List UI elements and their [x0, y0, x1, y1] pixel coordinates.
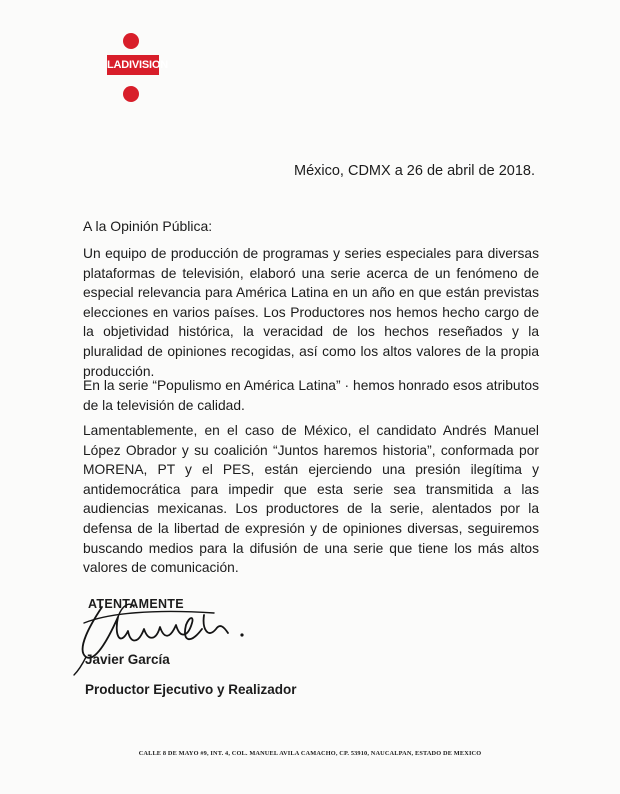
letter-paragraph-1: Un equipo de producción de programas y series especiales para diversas plataformas de televisión, elaboró una serie acerca de un fenómeno de especial relevancia para América Latina en un año en que están previstas elecciones en varios países. Los Productores nos hemos hecho cargo de la objetividad histórica, la veracidad de los hechos reseñados y la pluralidad de opiniones recogidas, así como los altos valores de la propia producción. [83, 246, 539, 379]
footer-address: CALLE 8 DE MAYO #9, INT. 4, COL. MANUEL AVILA CAMACHO, CP. 53910, NAUCALPAN, ESTADO DE MEXICO [138, 750, 482, 757]
brand-logo [107, 33, 168, 103]
letter-closing: ATENTAMENTE [88, 597, 184, 611]
letter-paragraph-3: Lamentablemente, en el caso de México, el candidato Andrés Manuel López Obrador y su coalición “Juntos haremos historia”, conformada por MORENA, PT y el PES, están ejerciendo una presión ilegítima y antidemocrática para impedir que esta serie sea transmitida a las audiencias mexicanas. Los productores de la serie, alentados por la defensa de la libertad de expresión y de opiniones diversas, seguiremos buscando medios para la difusión de una serie que tiene los más altos valores de comunicación. [83, 423, 539, 576]
logo-wordmark: LADIVISION [107, 55, 159, 75]
letter-date: México, CDMX a 26 de abril de 2018. [294, 163, 535, 179]
logo-bottom-dot [123, 86, 139, 102]
letter-salutation: A la Opinión Pública: [83, 218, 213, 234]
handwritten-signature [64, 595, 254, 680]
letter-paragraph-2: En la serie “Populismo en América Latina” · hemos honrado esos atributos de la televisión de calidad. [83, 378, 539, 413]
signer-title: Productor Ejecutivo y Realizador [85, 682, 297, 697]
logo-top-dot [123, 33, 139, 49]
signer-name: Javier García [85, 652, 170, 667]
